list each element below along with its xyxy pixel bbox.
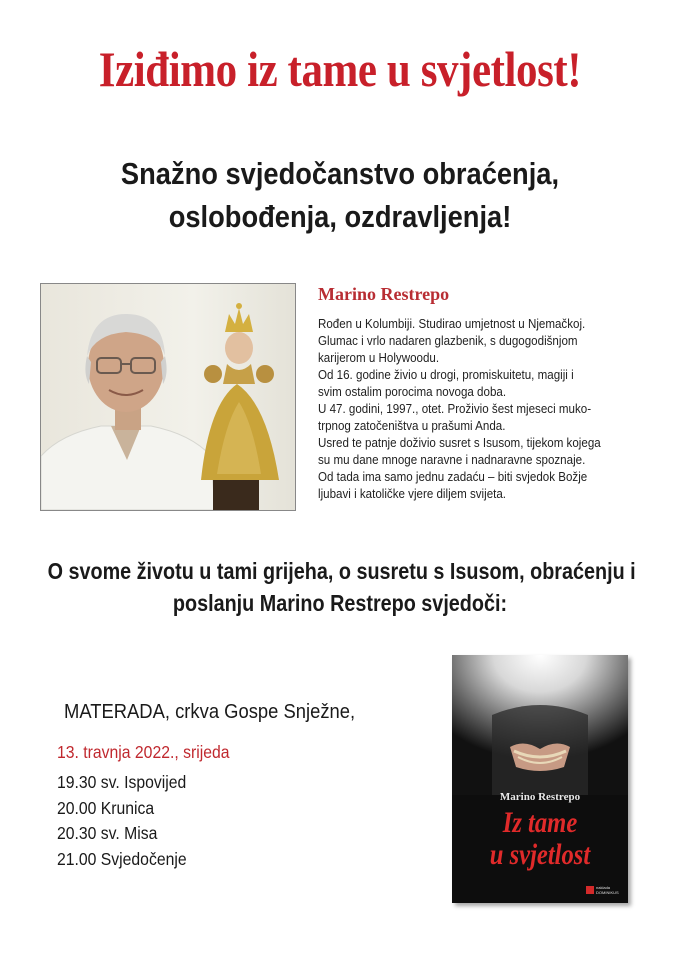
bio-line: Od 16. godine živio u drogi, promiskuitetu, magiji i [318,368,574,382]
book-title-line-2: u svjetlost [489,838,591,871]
bio-text [318,316,612,503]
poster-title: Iziđimo iz tame u svjetlost! [98,41,582,97]
book-title-line-1: Iz tame [502,806,578,839]
book-author: Marino Restrepo [499,791,581,803]
bio-line: ljubavi i katoličke vjere diljem svijeta. [318,487,507,501]
bio-line: Glumac i vrlo nadaren glazbenik, s dugogodišnjom [318,334,578,348]
schedule-item: 19.30 sv. Ispovijed [57,772,187,792]
bio-line: Od tada ima samo jednu zadaću – biti svjedok Božje [318,470,588,484]
event-venue: MATERADA, crkva Gospe Snježne, [64,701,356,723]
speaker-photo-illustration [41,284,295,510]
bio-line: trpnog zatočeništva u prašumi Anda. [318,419,506,433]
bio-line: karijerom u Holywoodu. [318,351,440,365]
bio-name: Marino Restrepo [318,284,450,304]
publisher-line: naklada [596,885,611,890]
bio-line: su mu dane mnoge naravne i nadnaravne spoznaje. [318,453,586,467]
speaker-photo [40,283,296,511]
book-cover [452,655,628,903]
intro-line-1: O svome životu u tami grijeha, o susretu s Isusom, obraćenju i [47,558,636,584]
schedule-item: 20.00 Krunica [57,797,155,818]
schedule-item: 20.30 sv. Misa [57,823,158,843]
event-date: 13. travnja 2022., srijeda [57,742,230,762]
testimony-intro [47,555,636,619]
book-title [468,807,612,871]
event-schedule [57,770,187,872]
intro-line-2: poslanju Marino Restrepo svjedoči: [172,590,508,616]
publisher-logo [586,885,620,895]
subtitle-line-1: Snažno svjedočanstvo obraćenja, [120,156,560,191]
subtitle-line-2: oslobođenja, ozdravljenja! [168,199,512,234]
bio-line: Usred te patnje doživio susret s Isusom, tijekom kojega [318,436,601,450]
schedule-item: 21.00 Svjedočenje [57,848,187,869]
bio-line: U 47. godini, 1997., otet. Proživio šest mjeseci muko- [318,402,592,416]
bio-line: Rođen u Kolumbiji. Studirao umjetnost u Njemačkoj. [318,317,586,331]
publisher-text [596,885,619,895]
publisher-line: DOMINIKUS [596,890,619,895]
poster-subtitle [41,152,639,238]
bio-line: svim ostalim porocima novoga doba. [318,385,507,399]
publisher-mark-icon [586,886,594,894]
